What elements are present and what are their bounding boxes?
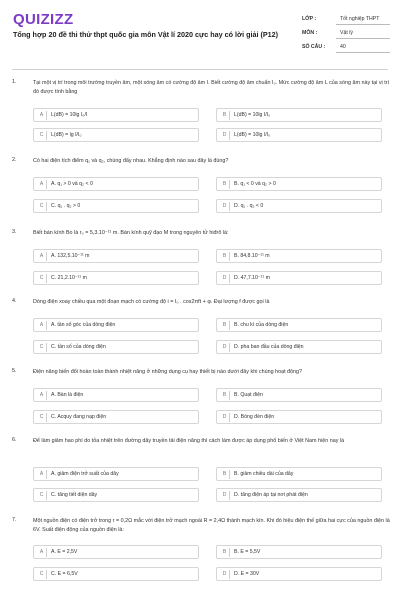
meta-label: LỚP : bbox=[302, 16, 317, 22]
question-text: Dòng điện xoay chiều qua một đoạn mạch có cường độ i = I₀ . cos2πft + φ. Đại lượng f được gọi là bbox=[33, 299, 270, 305]
option-letter: B bbox=[220, 548, 230, 557]
option-text: A. giảm điện trở suất của dây bbox=[51, 471, 119, 477]
option-c[interactable] bbox=[33, 199, 199, 213]
option-c[interactable] bbox=[33, 128, 199, 142]
option-letter: A bbox=[37, 391, 47, 400]
option-c[interactable] bbox=[33, 271, 199, 285]
option-b[interactable] bbox=[216, 545, 382, 559]
option-b[interactable] bbox=[216, 177, 382, 191]
option-text: L(dB) = lg I/I₀ bbox=[51, 132, 82, 138]
option-a[interactable] bbox=[33, 467, 199, 481]
option-text: C. E = 6,5V bbox=[51, 571, 78, 577]
question-number: 4. bbox=[12, 298, 17, 304]
option-b[interactable] bbox=[216, 318, 382, 332]
question-number: 3. bbox=[12, 229, 17, 235]
option-text: D. E = 30V bbox=[234, 571, 260, 577]
quizizz-logo: QUIZIZZ bbox=[13, 11, 74, 28]
option-c[interactable] bbox=[33, 340, 199, 354]
option-a[interactable] bbox=[33, 318, 199, 332]
option-a[interactable] bbox=[33, 388, 199, 402]
option-text: A. tần số góc của dòng điện bbox=[51, 322, 116, 328]
option-a[interactable] bbox=[33, 108, 199, 122]
option-text: C. q₁ . q₂ > 0 bbox=[51, 203, 81, 209]
option-d[interactable] bbox=[216, 271, 382, 285]
option-letter: A bbox=[37, 321, 47, 330]
option-letter: D bbox=[220, 343, 230, 352]
option-text: B. E = 5,5V bbox=[234, 549, 261, 555]
option-letter: C bbox=[37, 202, 47, 211]
option-letter: A bbox=[37, 252, 47, 261]
option-letter: D bbox=[220, 413, 230, 422]
option-letter: B bbox=[220, 111, 230, 120]
option-b[interactable] bbox=[216, 249, 382, 263]
option-text: D. pha ban đầu của dòng điện bbox=[234, 344, 304, 350]
option-text: D. tăng điện áp tại nơi phát điện bbox=[234, 492, 308, 498]
option-d[interactable] bbox=[216, 199, 382, 213]
meta-value: Tốt nghiệp THPT bbox=[340, 16, 380, 22]
option-letter: C bbox=[37, 274, 47, 283]
option-b[interactable] bbox=[216, 467, 382, 481]
question-number: 7. bbox=[12, 517, 17, 523]
option-a[interactable] bbox=[33, 249, 199, 263]
worksheet-header bbox=[0, 0, 400, 66]
page-title: Tổng hợp 20 đề thi thử thpt quốc gia môn Vật lí 2020 cực hay có lời giải (P12) bbox=[13, 30, 279, 39]
option-text: A. E = 2,5V bbox=[51, 549, 78, 555]
question-text: Biết bán kính Bo là r₀ = 5,3.10⁻¹¹ m. Bán kính quỹ đạo M trong nguyên tử hiđrô là: bbox=[33, 230, 229, 236]
option-text: B. giảm chiều dài của dây bbox=[234, 471, 294, 477]
option-text: C. tần số của dòng điện bbox=[51, 344, 106, 350]
option-a[interactable] bbox=[33, 177, 199, 191]
question-number: 5. bbox=[12, 368, 17, 374]
option-letter: C bbox=[37, 343, 47, 352]
option-text: D. 47,7.10⁻¹¹ m bbox=[234, 275, 270, 281]
option-d[interactable] bbox=[216, 567, 382, 581]
option-a[interactable] bbox=[33, 545, 199, 559]
option-letter: C bbox=[37, 413, 47, 422]
question-text: Điện năng biến đổi hoàn toàn thành nhiệt năng ở những dụng cụ hay thiết bị nào dưới đây khi chúng hoạt động? bbox=[33, 369, 303, 375]
option-letter: D bbox=[220, 274, 230, 283]
option-c[interactable] bbox=[33, 488, 199, 502]
option-letter: B bbox=[220, 321, 230, 330]
option-text: D. Bóng đèn điện bbox=[234, 414, 275, 420]
option-letter: A bbox=[37, 180, 47, 189]
option-d[interactable] bbox=[216, 128, 382, 142]
meta-value: 40 bbox=[340, 44, 346, 50]
option-b[interactable] bbox=[216, 108, 382, 122]
option-letter: D bbox=[220, 131, 230, 140]
option-letter: A bbox=[37, 111, 47, 120]
option-text: L(dB) = 10lg I/I₀ bbox=[234, 112, 271, 118]
option-text: L(dB) = 10lg I/I₀ bbox=[234, 132, 271, 138]
question-number: 1. bbox=[12, 79, 17, 85]
question-number: 6. bbox=[12, 437, 17, 443]
option-letter: D bbox=[220, 491, 230, 500]
meta-value: Vật lý bbox=[340, 30, 353, 36]
option-text: C. Acquy đang nạp điện bbox=[51, 414, 107, 420]
option-d[interactable] bbox=[216, 410, 382, 424]
option-text: D. q₁ . q₂ < 0 bbox=[234, 203, 264, 209]
option-b[interactable] bbox=[216, 388, 382, 402]
option-letter: C bbox=[37, 570, 47, 579]
option-letter: C bbox=[37, 131, 47, 140]
option-letter: B bbox=[220, 391, 230, 400]
option-text: A. 132,5.10⁻¹¹ m bbox=[51, 253, 90, 259]
option-letter: C bbox=[37, 491, 47, 500]
meta-underline bbox=[336, 38, 390, 39]
question-number: 2. bbox=[12, 157, 17, 163]
option-c[interactable] bbox=[33, 567, 199, 581]
meta-label: MÔN : bbox=[302, 30, 318, 36]
meta-label: SỐ CÂU : bbox=[302, 44, 326, 50]
option-text: B. 84,8.10⁻¹¹ m bbox=[234, 253, 270, 259]
option-text: B. Quạt điện bbox=[234, 392, 263, 398]
option-text: C. tăng tiết diện dây bbox=[51, 492, 98, 498]
option-letter: B bbox=[220, 252, 230, 261]
option-letter: A bbox=[37, 470, 47, 479]
option-text: C. 21,2.10⁻¹¹ m bbox=[51, 275, 87, 281]
option-letter: D bbox=[220, 570, 230, 579]
meta-underline bbox=[336, 52, 390, 53]
option-text: L(dB) = 10lg I₀/I bbox=[51, 112, 88, 118]
option-d[interactable] bbox=[216, 340, 382, 354]
header-divider bbox=[12, 69, 388, 70]
option-letter: B bbox=[220, 470, 230, 479]
option-text: B. q₁ < 0 và q₂ > 0 bbox=[234, 181, 276, 187]
option-text: B. chu kì của dòng điện bbox=[234, 322, 289, 328]
option-letter: D bbox=[220, 202, 230, 211]
question-text: Một nguồn điện có điện trở trong r = 0,2Ω mắc với điện trở mạch ngoài R = 2,4Ω thành mạch kín. Khi đó hiệu điện thế giữa hai cực của nguồn điện là 6V. Suất điện động của nguồn điện là: bbox=[33, 518, 390, 533]
option-text: A. Bàn là điện bbox=[51, 392, 84, 398]
option-text: A. q₁ > 0 và q₂ < 0 bbox=[51, 181, 93, 187]
option-letter: A bbox=[37, 548, 47, 557]
meta-underline bbox=[336, 24, 390, 25]
option-d[interactable] bbox=[216, 488, 382, 502]
option-c[interactable] bbox=[33, 410, 199, 424]
question-text: Để làm giảm hao phí do tỏa nhiệt trên đường dây truyền tải điện năng thì cách làm được áp dụng phổ biến ở Việt Nam hiện nay là bbox=[33, 438, 345, 444]
question-text: Có hai điện tích điểm q₁ và q₂, chúng đẩy nhau. Khẳng định nào sau đây là đúng? bbox=[33, 158, 229, 164]
question-text: Tại một vị trí trong môi trường truyền âm, một sóng âm có cường độ âm I. Biết cường độ âm chuẩn I₀. Mức cường độ âm L của sóng âm này tại vị trí đó được tính bằng bbox=[33, 80, 390, 95]
option-letter: B bbox=[220, 180, 230, 189]
